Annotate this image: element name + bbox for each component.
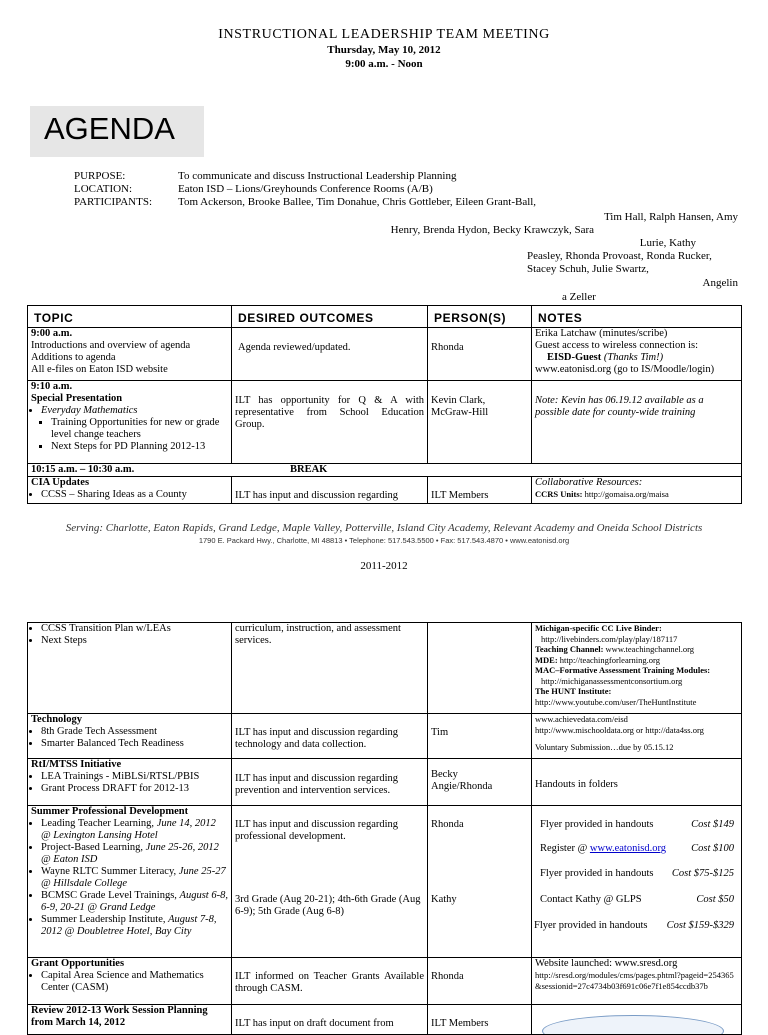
agenda-table-page2 — [27, 622, 742, 1035]
topic-bullet: • Project-Based Learning, June 25-26, 2012 @ Eaton ISD — [41, 842, 228, 866]
topic-title: Technology — [31, 714, 82, 725]
meeting-time: 9:00 a.m. - Noon — [345, 58, 423, 70]
address-line: 1790 E. Packard Hwy., Charlotte, MI 48813 • Telephone: 517.543.5500 • Fax: 517.543.4870 • www.eatonisd.org — [198, 536, 570, 545]
topic-bullet: • CCSS – Sharing Ideas as a County — [41, 489, 228, 501]
topic-line: Additions to agenda — [31, 352, 116, 363]
resource-label: The HUNT Institute: — [535, 686, 612, 696]
person-text: Angie/Rhonda — [431, 781, 493, 792]
outcome-text: ILT has input and discussion regarding prevention and intervention services. — [235, 773, 399, 796]
topic-bullet: • LEA Trainings - MiBLSi/RTSL/PBIS — [41, 771, 228, 783]
outcome-text: ILT has input on draft document from — [235, 1018, 394, 1029]
person-text: Rhonda — [431, 342, 464, 353]
person-text: Rhonda — [431, 819, 464, 830]
participants-line-3: Henry, Brenda Hydon, Becky Krawczyk, Sara — [390, 224, 594, 236]
table-row — [28, 759, 742, 806]
outcome-text: Agenda reviewed/updated. — [238, 342, 351, 353]
topic-subbullet: ▪ Next Steps for PD Planning 2012-13 — [51, 441, 228, 453]
row-time: 9:00 a.m. — [31, 328, 73, 339]
wifi-network-name: EISD-Guest — [547, 352, 602, 363]
person-text: ILT Members — [431, 490, 489, 501]
topic-bullet: • Leading Teacher Learning, June 14, 2012 @ Lexington Lansing Hotel — [41, 818, 228, 842]
participants-line-5: Peasley, Rhonda Provoast, Ronda Rucker, — [527, 250, 712, 262]
topic-subtitle: from March 14, 2012 — [31, 1017, 126, 1028]
topic-bullet: • Everyday Mathematics — [41, 405, 228, 417]
topic-bullet: • Capital Area Science and Mathematics Center (CASM) — [41, 970, 228, 994]
break-label: BREAK — [290, 464, 328, 475]
note-line: Flyer provided in handouts — [534, 920, 648, 931]
note-url: http://gomaisa.org/maisa — [584, 489, 669, 499]
row-time: 9:10 a.m. — [31, 381, 73, 392]
purpose-label: PURPOSE: — [74, 170, 126, 182]
table-row — [28, 623, 742, 714]
note-text: Note: Kevin has 06.19.12 available as a possible date for county-wide training — [535, 395, 704, 418]
note-label: CCRS Units: — [535, 489, 583, 499]
resource-label: Teaching Channel: — [535, 644, 604, 654]
topic-title: RtI/MTSS Initiative — [31, 759, 122, 770]
participants-line-6: Stacey Schuh, Julie Swartz, — [527, 263, 649, 275]
topic-line: Introductions and overview of agenda — [31, 340, 191, 351]
person-text: Kathy — [431, 894, 457, 905]
topic-title: Summer Professional Development — [31, 806, 189, 817]
topic-bullet: • Summer Leadership Institute, August 7-8, 2012 @ Doubletree Hotel, Bay City — [41, 914, 228, 938]
school-year: 2011-2012 — [360, 560, 408, 572]
person-text: Kevin Clark, McGraw-Hill — [431, 395, 489, 418]
table-row — [28, 477, 742, 504]
note-line: Register @ — [540, 843, 588, 854]
outcome-text: 3rd Grade (Aug 20-21); 4th-6th Grade (Aug 6-9); 5th Grade (Aug 6-8) — [235, 894, 421, 917]
cost-text: Cost $159-$329 — [666, 920, 734, 931]
participants-line-7: Angelin — [702, 277, 738, 289]
break-row — [28, 464, 742, 477]
cost-text: Cost $75-$125 — [671, 868, 734, 879]
cost-text: Cost $50 — [696, 894, 734, 905]
header-persons: PERSON(S) — [428, 306, 532, 328]
header-topic: TOPIC — [28, 306, 232, 328]
participants-line-4: Lurie, Kathy — [639, 237, 696, 249]
topic-title: Special Presentation — [31, 393, 123, 404]
grant-url[interactable]: http://sresd.org/modules/cms/pages.phtml?pageid=254365&sessionid=27c4734b03f691c06e7f1e854ccdb37b — [535, 970, 734, 991]
outcome-text: ILT has input and discussion regarding technology and data collection. — [235, 727, 399, 750]
outcome-text: ILT has opportunity for Q & A with representative from School Education Group. — [235, 395, 424, 430]
participants-label: PARTICIPANTS: — [74, 196, 152, 208]
table-row — [28, 714, 742, 759]
note-line: www.eatonisd.org (go to IS/Moodle/login) — [535, 364, 715, 375]
outcome-text: ILT has input and discussion regarding professional development. — [235, 819, 399, 842]
outcome-text: ILT informed on Teacher Grants Available through CASM. — [235, 971, 424, 994]
participants-line-8: a Zeller — [562, 291, 596, 303]
topic-bullet: • Next Steps — [41, 635, 228, 647]
note-line: Contact Kathy @ GLPS — [540, 894, 642, 905]
person-text: ILT Members — [431, 1018, 489, 1029]
note-line: Guest access to wireless connection is: — [535, 340, 698, 351]
cost-text: Cost $100 — [691, 843, 734, 854]
note-line: Voluntary Submission…due by 05.15.12 — [535, 742, 674, 752]
topic-title: CIA Updates — [31, 477, 90, 488]
note-line: Website launched: www.sresd.org — [535, 958, 678, 969]
note-line: Erika Latchaw (minutes/scribe) — [535, 328, 668, 339]
outcome-text: ILT has input and discussion regarding — [235, 490, 399, 501]
agenda-label: AGENDA — [44, 111, 175, 146]
table-row — [28, 1005, 742, 1035]
resource-label: Michigan-specific CC Live Binder: — [535, 623, 662, 633]
location-label: LOCATION: — [74, 183, 133, 195]
note-text: Handouts in folders — [535, 779, 618, 790]
participants-line-1: Tom Ackerson, Brooke Ballee, Tim Donahue, Chris Gottleber, Eileen Grant-Ball, — [178, 196, 537, 208]
cost-text: Cost $149 — [691, 819, 734, 830]
serving-districts: Serving: Charlotte, Eaton Rapids, Grand Ledge, Maple Valley, Potterville, Island City Academy, Relevant Academy and Oneida School Districts — [65, 522, 703, 534]
table-row — [28, 958, 742, 1005]
resource-url[interactable]: http://www.youtube.com/user/TheHuntInstitute — [535, 696, 697, 707]
resource-url[interactable]: http://teachingforlearning.org — [559, 654, 660, 665]
resource-url[interactable]: http://michiganassessmentconsortium.org — [541, 675, 683, 686]
resource-label: MDE: — [535, 654, 558, 665]
topic-bullet: • BCMSC Grade Level Trainings, August 6-8, 6-9, 20-21 @ Grand Ledge — [41, 890, 228, 914]
agenda-banner — [30, 106, 204, 157]
header-notes: NOTES — [532, 306, 742, 328]
topic-bullet: • CCSS Transition Plan w/LEAs — [41, 623, 228, 635]
topic-bullet: • Smarter Balanced Tech Readiness — [41, 738, 228, 750]
topic-bullet: • 8th Grade Tech Assessment — [41, 726, 228, 738]
note-line: Flyer provided in handouts — [540, 819, 654, 830]
meeting-title: INSTRUCTIONAL LEADERSHIP TEAM MEETING — [218, 27, 550, 42]
topic-subbullet: ▪ Training Opportunities for new or grade level change teachers — [51, 417, 228, 441]
topic-title: Grant Opportunities — [31, 958, 125, 969]
resource-label: MAC–Formative Assessment Training Modules: — [535, 665, 711, 675]
location-text: Eaton ISD – Lions/Greyhounds Conference Rooms (A/B) — [178, 183, 433, 195]
header-desired-outcomes: DESIRED OUTCOMES — [232, 306, 428, 328]
note-url[interactable]: www.achievedata.com/eisd — [535, 714, 628, 724]
table-row — [28, 806, 742, 958]
register-link[interactable]: www.eatonisd.org — [589, 843, 667, 854]
resource-url[interactable]: http://livebinders.com/play/play/187117 — [541, 633, 678, 644]
note-url[interactable]: http://www.mischooldata.org or http://data4ss.org — [535, 724, 704, 735]
person-text: Rhonda — [431, 971, 464, 982]
note-line: Flyer provided in handouts — [540, 868, 654, 879]
topic-title: Review 2012-13 Work Session Planning — [31, 1005, 208, 1016]
purpose-text: To communicate and discuss Instructional Leadership Planning — [178, 170, 457, 182]
resource-url[interactable]: www.teachingchannel.org — [605, 644, 695, 654]
table-row — [28, 328, 742, 381]
topic-bullet: • Grant Process DRAFT for 2012-13 — [41, 783, 228, 795]
participants-line-2: Tim Hall, Ralph Hansen, Amy — [603, 211, 738, 223]
agenda-table-page1 — [27, 305, 742, 504]
note-line: (Thanks Tim!) — [603, 352, 664, 363]
break-time: 10:15 a.m. – 10:30 a.m. — [31, 464, 135, 475]
outcome-text: curriculum, instruction, and assessment services. — [235, 623, 401, 646]
person-text: Tim — [431, 727, 449, 738]
topic-bullet: • Wayne RLTC Summer Literacy, June 25-27 @ Hillsdale College — [41, 866, 228, 890]
person-text: Becky — [431, 769, 458, 780]
note-line: Collaborative Resources: — [535, 477, 643, 488]
table-row — [28, 381, 742, 464]
topic-line: All e-files on Eaton ISD website — [31, 364, 168, 375]
callout-oval — [542, 1015, 724, 1035]
meeting-date: Thursday, May 10, 2012 — [327, 44, 441, 56]
